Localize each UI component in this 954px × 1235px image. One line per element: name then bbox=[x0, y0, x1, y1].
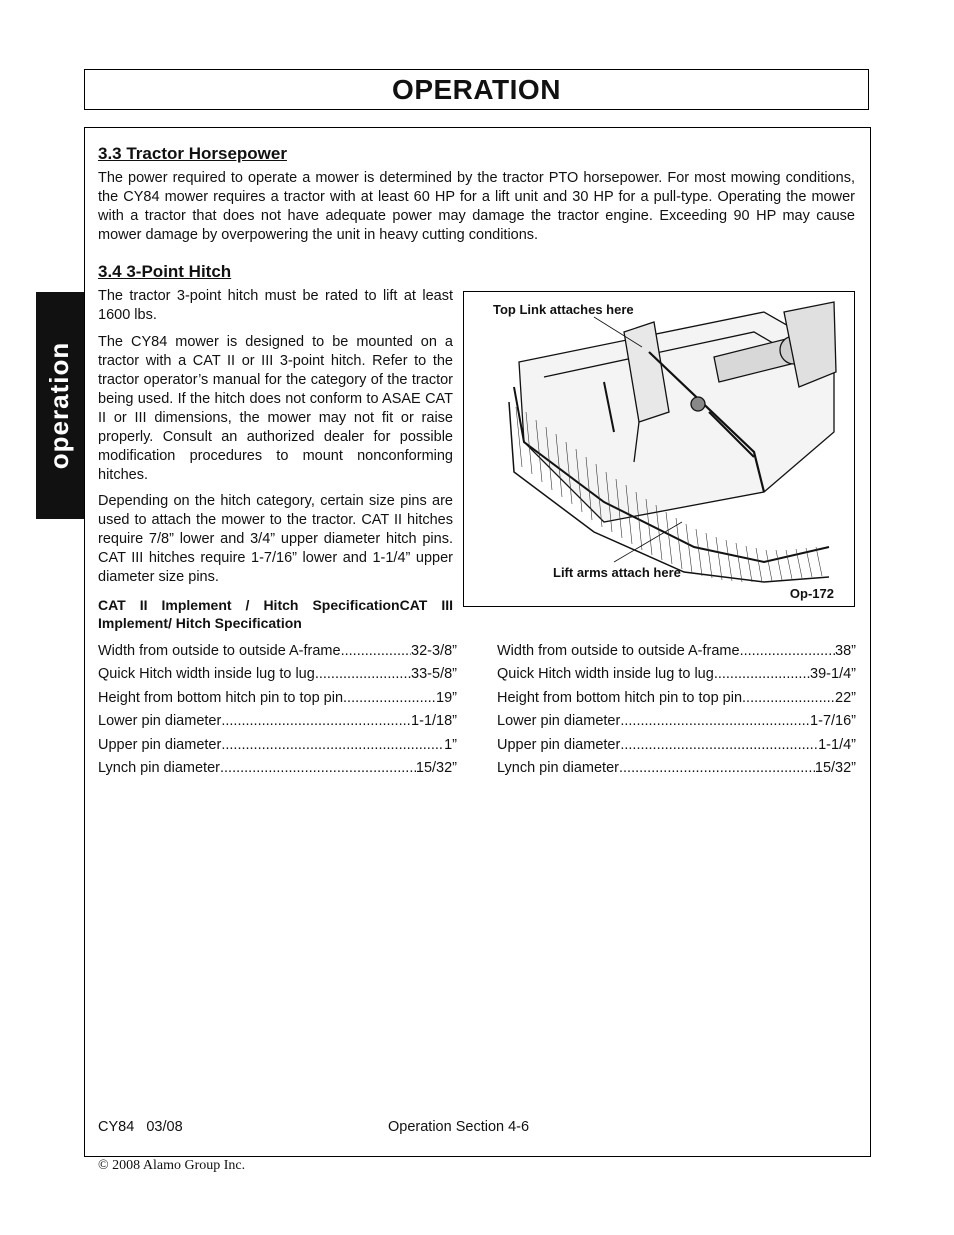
cat2-spec-row: Width from outside to outside A-frame ..... 32-3/8” bbox=[98, 640, 457, 663]
footer-model-date: CY84 03/08 bbox=[98, 1119, 183, 1135]
cat2-spec-list bbox=[98, 640, 457, 780]
mower-hitch-figure bbox=[463, 291, 855, 607]
section-heading-3-point-hitch: 3.4 3-Point Hitch bbox=[98, 262, 232, 281]
page-header bbox=[84, 69, 869, 110]
cat3-spec-list bbox=[497, 640, 856, 780]
figure-label-lift-arms: Lift arms attach here bbox=[553, 565, 681, 580]
figure-label-top-link: Top Link attaches here bbox=[493, 302, 634, 317]
section-heading-tractor-horsepower: 3.3 Tractor Horsepower bbox=[98, 144, 287, 163]
cat3-spec-row: Upper pin diameter ..... 1-1/4” bbox=[497, 734, 856, 757]
page-title: OPERATION bbox=[392, 73, 561, 105]
spec-heading: CAT II Implement / Hitch SpecificationCAT III Implement/ Hitch Specification bbox=[98, 597, 453, 631]
hitch-paragraph-3: Depending on the hitch category, certain size pins are used to attach the mower to the tractor. CAT II hitches require 7/8” lower and 3/4” upper diameter hitch pins. CAT III hitches require 1-7/16” lower and 1-1/4” upper diameter size pins. bbox=[98, 493, 453, 585]
tractor-horsepower-body: The power required to operate a mower is determined by the tractor PTO horsepower. For most mowing conditions, the CY84 mower requires a tractor with at least 60 HP for a lift unit and 30 HP for a pull-type. Operating the mower with a tractor that does not have adequate power may damage the tractor engine. Exceeding 90 HP may cause mower damage by overpowering the unit in heavy cutting conditions. bbox=[98, 170, 855, 243]
side-tab bbox=[36, 292, 84, 519]
hitch-paragraph-1: The tractor 3-point hitch must be rated to lift at least 1600 lbs. bbox=[98, 288, 453, 323]
cat2-spec-row: Quick Hitch width inside lug to lug ..... 33-5/8” bbox=[98, 663, 457, 686]
cat3-spec-row: Width from outside to outside A-frame ..... 38” bbox=[497, 640, 856, 663]
cat2-spec-row: Lynch pin diameter ..... 15/32” bbox=[98, 757, 457, 780]
footer-section: Operation Section 4-6 bbox=[388, 1119, 530, 1135]
cat2-spec-row: Height from bottom hitch pin to top pin ..... 19” bbox=[98, 687, 457, 710]
figure-code: Op-172 bbox=[789, 586, 834, 601]
cat3-spec-row: Lynch pin diameter ..... 15/32” bbox=[497, 757, 856, 780]
side-tab-label: operation bbox=[44, 341, 75, 470]
copyright: © 2008 Alamo Group Inc. bbox=[98, 1158, 246, 1173]
mower-hitch-illustration bbox=[464, 292, 855, 607]
cat3-spec-row: Quick Hitch width inside lug to lug ..... 39-1/4” bbox=[497, 663, 856, 686]
cat2-spec-row: Upper pin diameter ..... 1” bbox=[98, 734, 457, 757]
cat2-spec-row: Lower pin diameter ..... 1-1/18” bbox=[98, 710, 457, 733]
cat3-spec-row: Height from bottom hitch pin to top pin ..... 22” bbox=[497, 687, 856, 710]
hitch-paragraph-2: The CY84 mower is designed to be mounted on a tractor with a CAT II or III 3-point hitch. Refer to the tractor operator’s manual for the category of the tractor being used. If the hitch does not conform to ASAE CAT II or III dimensions, the mower may not fit or raise properly. Consult an authorized dealer for possible modification procedures to mount nonconforming hitches. bbox=[98, 334, 453, 483]
cat3-spec-row: Lower pin diameter ..... 1-7/16” bbox=[497, 710, 856, 733]
